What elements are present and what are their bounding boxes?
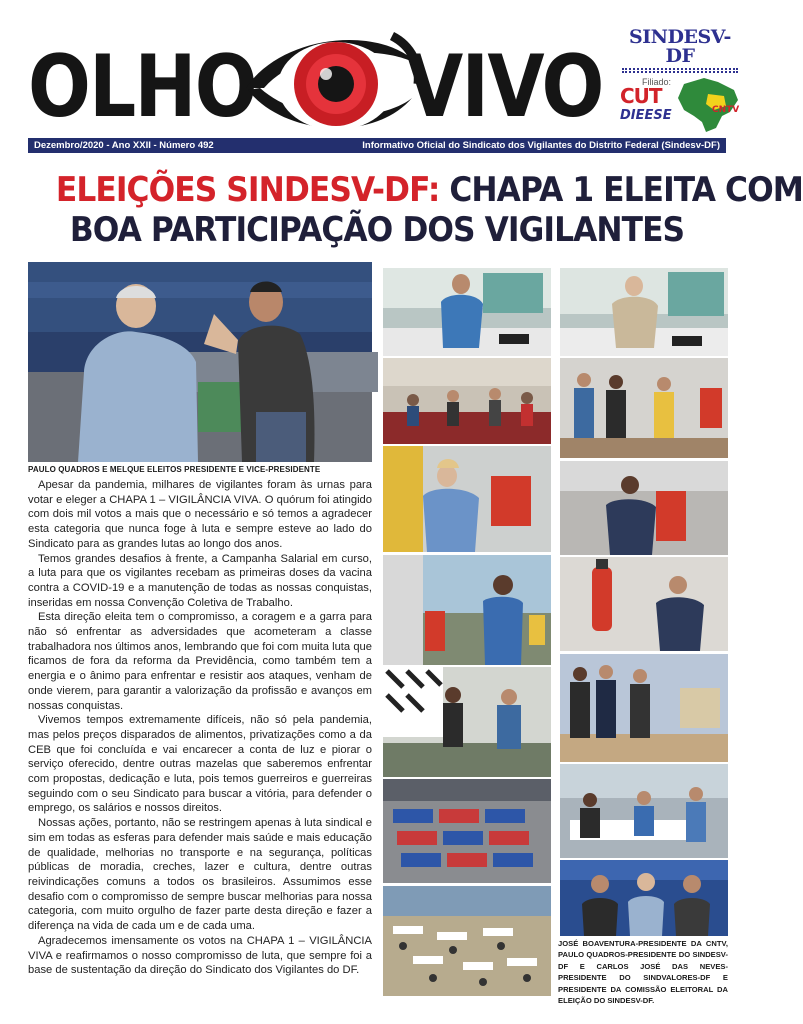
main-photo-caption: PAULO QUADROS E MELQUE ELEITOS PRESIDENTE E VICE-PRESIDENTE	[28, 465, 321, 474]
photo-three-presidents	[560, 860, 728, 936]
photo-guards-indoor	[560, 654, 728, 762]
masthead-title-vivo: VIVO	[406, 37, 603, 137]
chain-decoration	[622, 68, 738, 73]
photo-counting-table	[560, 764, 728, 858]
photo-voter-at-table	[383, 268, 551, 356]
article-paragraph: Temos grandes desafios à frente, a Campanha Salarial em curso, a luta para que os vigilantes recebam as primeiras doses da vacina contra a COVID-19 e a manutenção de todas as nossas conquistas, inseridas em nossa Convenção Coletiva de Trabalho.	[28, 552, 372, 609]
photo-woman-at-ballot-box	[383, 446, 551, 552]
headline-line-1	[55, 170, 803, 210]
headline-red-part: ELEIÇÕES SINDESV-DF:	[55, 170, 440, 210]
cut-logo: CUT	[620, 84, 662, 108]
dieese-logo: DIEESE	[620, 108, 672, 123]
article-paragraph: Esta direção eleita tem o compromisso, a coragem e a garra para não só enfrentar as adversidades que acometeram a classe trabalhadora nos últimos anos, lembrando que foi com muita luta que ficamos de fora da reforma da Previdência, como também tem a energia e o ânimo para enfrentar e resistir aos ataques, venham de onde vierem, para garantir a valorização da profissão e avanços em nossas conquistas.	[28, 611, 372, 712]
photo-fire-extinguisher	[560, 557, 728, 651]
eye-logo-icon	[242, 26, 422, 142]
affiliated-label: Filiado:	[642, 77, 672, 87]
headline-rest: CHAPA 1 ELEITA COM	[439, 170, 803, 210]
article-paragraph: Nossas ações, portanto, não se restringem apenas à luta sindical e sim em todas as esferas para defender mais saúde e mais educação de qualidade, melhorias no transporte e na segurança, políticas públicas de moradia, creches, lazer e cultura, dentre outras reivindicações comuns a todos os brasileiros. Assumimos esse desafio com o compromisso de sempre buscar melhorias para nossa categoria, com muito orgulho de fazer parte desta direção e fazer a diferença na vida de cada um e de cada uma.	[28, 817, 372, 933]
article-paragraph: Agradecemos imensamente os votos na CHAPA 1 – VIGILÂNCIA VIVA e reafirmamos o nosso compromisso de luta, que sempre foi a base de sustentação da direção do Sindicato dos Vigilantes do DF.	[28, 934, 372, 977]
headline-line-2: BOA PARTICIPAÇÃO DOS VIGILANTES	[69, 210, 685, 250]
article-paragraph: Vivemos tempos extremamente difíceis, não só pela pandemia, mas pelos preços disparados de alimentos, privatizações como a da CEB que foi concluída e vai encarecer a conta de luz e piorar o serviço oferecido, dentre outras mazelas que saberemos enfrentar com propostas, dedicação e luta, pois temos guerreiros e guerreiras seguindo com o seu Sindicato para buscar a vitória, para defender o emprego, os salários e nossos direitos.	[28, 714, 372, 815]
masthead-title-olho: OLHO	[28, 37, 256, 137]
cntv-brazil-map-icon	[674, 76, 740, 134]
photo-voting-room	[383, 358, 551, 444]
photo-voter-registration	[383, 667, 551, 777]
photo-member-voting	[560, 268, 728, 356]
photo-guard-at-ballot-box	[560, 461, 728, 555]
photo-queue-indoor	[560, 358, 728, 458]
article-body	[28, 478, 372, 978]
photo-ballot-kits	[383, 779, 551, 883]
masthead	[28, 24, 740, 137]
photo-counting-hall	[383, 886, 551, 996]
photo-guard-outdoor	[383, 555, 551, 665]
issue-tagline: Informativo Oficial do Sindicato dos Vigilantes do Distrito Federal (Sindesv-DF)	[362, 140, 720, 151]
affiliation-logos	[616, 28, 744, 134]
issue-edition: Dezembro/2020 - Ano XXII - Número 492	[34, 140, 214, 151]
article-paragraph: Apesar da pandemia, milhares de vigilantes foram às urnas para votar e eleger a CHAPA 1 – VIGILÂNCIA VIVA. O quórum foi atingido com dois mil votos a mais que o necessário e só temos a agradecer esta categoria que nunca foge à luta e sempre esteve ao lado do Sindicato para as grandes lutas ao longo dos anos.	[28, 479, 372, 550]
cntv-label: CNTV	[712, 105, 740, 115]
issue-bar	[28, 138, 726, 153]
page-headline	[28, 170, 803, 250]
sindesv-logo: SINDESV-DF	[629, 26, 731, 67]
right-photo-caption: JOSÉ BOAVENTURA-PRESIDENTE DA CNTV, PAULO QUADROS-PRESIDENTE DO SINDESV-DF E CARLOS JOSÉ DAS NEVES-PRESIDENTE DO SINDVALORES-DF E PRESIDENTE DA COMISSÃO ELEITORAL DA ELEIÇÃO DO SINDESV-DF.	[558, 939, 728, 1006]
main-photo	[28, 262, 372, 462]
